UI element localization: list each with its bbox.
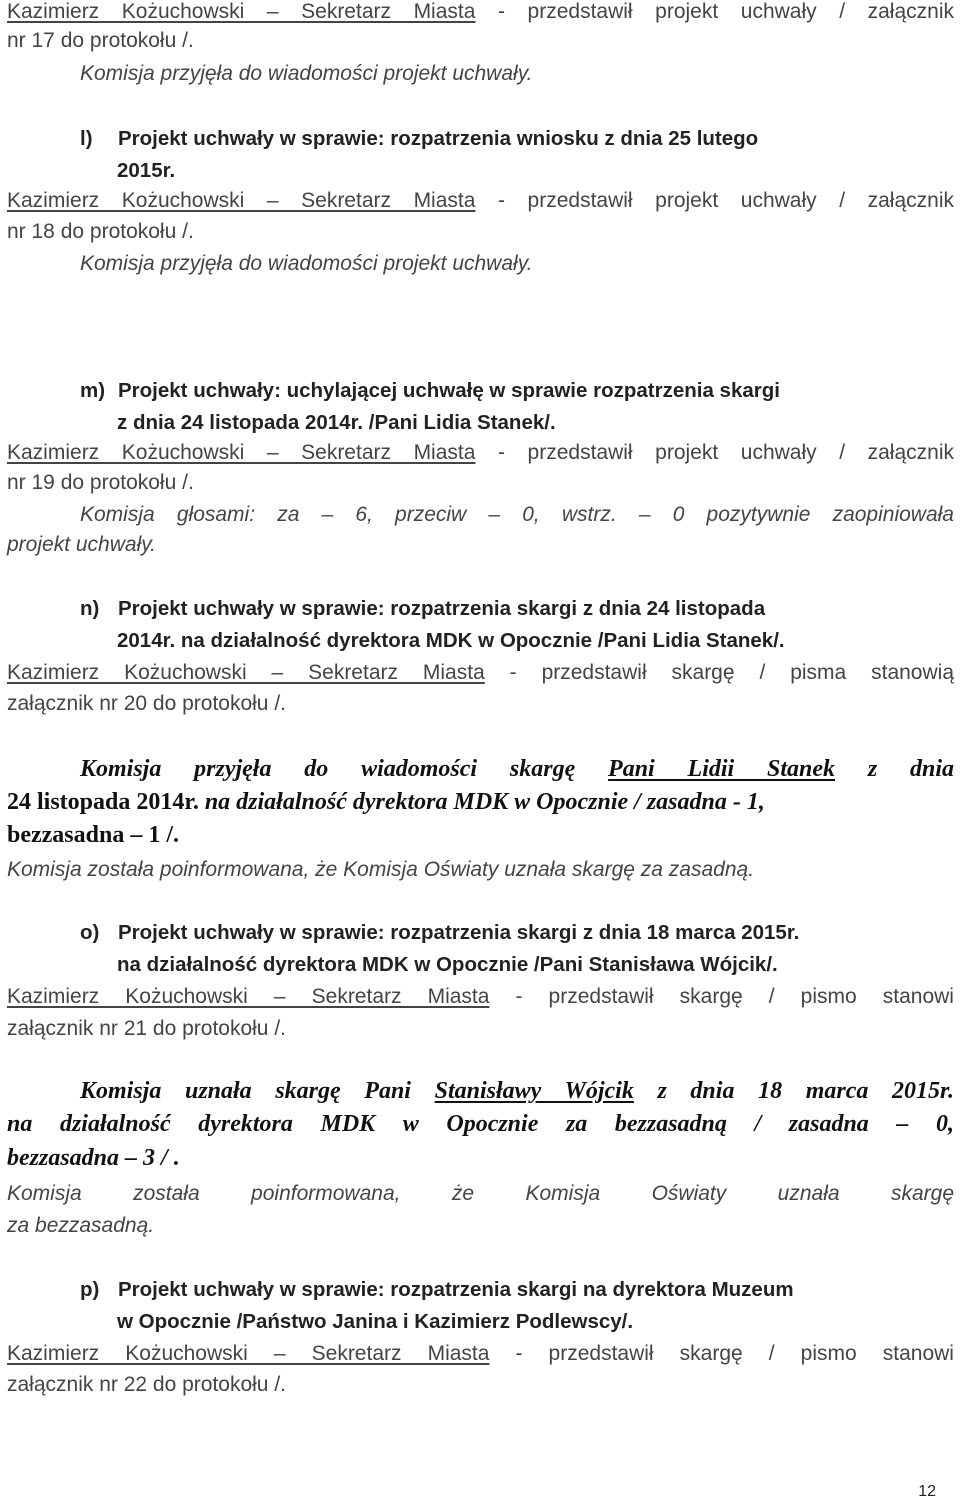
item-heading-cont: na działalność dyrektora MDK w Opocznie /Pani Stanisława Wójcik/. — [117, 953, 778, 976]
commission-decision — [80, 755, 954, 783]
line-text: - przedstawił skargę / pisma stanowią — [484, 661, 954, 684]
commission-statement: Komisja przyjęła do wiadomości projekt uchwały. — [80, 62, 533, 85]
item-label: p) — [80, 1278, 100, 1301]
speaker-name: Kazimierz Kożuchowski – Sekretarz Miasta — [7, 985, 490, 1008]
commission-info: Komisja została poinformowana, że Komisja Oświaty uznała skargę za zasadną. — [7, 858, 755, 881]
item-label: l) — [80, 127, 93, 150]
line-text: - przedstawił skargę / pismo stanowi — [489, 1342, 954, 1365]
item-heading: Projekt uchwały w sprawie: rozpatrzenia wniosku z dnia 25 lutego — [118, 127, 759, 150]
line-text: - przedstawił projekt uchwały / załącznik — [475, 0, 954, 23]
item-heading: Projekt uchwały w sprawie: rozpatrzenia skargi z dnia 18 marca 2015r. — [118, 921, 800, 944]
item-label: o) — [80, 921, 100, 944]
speaker-name: Kazimierz Kożuchowski – Sekretarz Miasta — [7, 441, 476, 464]
item-label: m) — [80, 379, 106, 402]
paragraph-line: nr 19 do protokołu /. — [7, 471, 194, 494]
agenda-item-l — [80, 125, 758, 153]
commission-info-cont: za bezzasadną. — [7, 1214, 155, 1237]
paragraph-line: nr 18 do protokołu /. — [7, 220, 194, 243]
speaker-name: Kazimierz Kożuchowski – Sekretarz Miasta — [7, 661, 485, 684]
paragraph-line: nr 17 do protokołu /. — [7, 29, 194, 52]
item-heading-cont: 2014r. na działalność dyrektora MDK w Opocznie /Pani Lidia Stanek/. — [117, 629, 785, 652]
decision-text: Komisja przyjęła do wiadomości skargę — [80, 756, 609, 782]
commission-statement: Komisja przyjęła do wiadomości projekt uchwały. — [80, 252, 533, 275]
item-heading-cont: z dnia 24 listopada 2014r. /Pani Lidia Stanek/. — [117, 411, 556, 434]
item-label: n) — [80, 597, 100, 620]
commission-vote-cont: projekt uchwały. — [7, 533, 157, 556]
item-heading: Projekt uchwały w sprawie: rozpatrzenia skargi na dyrektora Muzeum — [118, 1278, 794, 1301]
commission-decision-cont — [7, 788, 765, 816]
paragraph-line — [7, 0, 954, 26]
decision-text: 24 listopada 2014r. — [7, 789, 199, 815]
agenda-item-m — [80, 377, 780, 405]
paragraph-line — [7, 438, 954, 467]
commission-vote: Komisja głosami: za – 6, przeciw – 0, wstrz. – 0 pozytywnie zaopiniowała — [80, 503, 954, 526]
decision-text: z dnia 18 marca 2015r. — [633, 1078, 955, 1104]
agenda-item-o — [80, 919, 799, 947]
paragraph-line: załącznik nr 22 do protokołu /. — [7, 1373, 286, 1396]
paragraph-line: załącznik nr 21 do protokołu /. — [7, 1017, 286, 1040]
commission-decision — [80, 1077, 954, 1105]
line-text: - przedstawił projekt uchwały / załącznik — [475, 189, 954, 212]
agenda-item-p — [80, 1276, 794, 1304]
commission-decision-cont: na działalność dyrektora MDK w Opocznie za bezzasadną / zasadna – 0, — [7, 1111, 954, 1137]
paragraph-line — [7, 982, 954, 1011]
agenda-item-n — [80, 595, 765, 623]
commission-info: Komisja została poinformowana, że Komisja Oświaty uznała skargę — [7, 1182, 954, 1205]
paragraph-line: załącznik nr 20 do protokołu /. — [7, 692, 286, 715]
decision-text: na działalność dyrektora MDK w Opocznie / zasadna - 1, — [198, 789, 765, 815]
decision-text: z dnia — [835, 756, 955, 782]
speaker-name: Kazimierz Kożuchowski – Sekretarz Miasta — [7, 0, 476, 23]
paragraph-line — [7, 1339, 954, 1368]
complainant-name: Stanisławy Wójcik — [434, 1078, 634, 1104]
complainant-name: Pani Lidii Stanek — [608, 756, 836, 782]
item-heading: Projekt uchwały w sprawie: rozpatrzenia skargi z dnia 24 listopada — [118, 597, 766, 620]
item-heading-cont: w Opocznie /Państwo Janina i Kazimierz Podlewscy/. — [117, 1310, 634, 1333]
speaker-name: Kazimierz Kożuchowski – Sekretarz Miasta — [7, 1342, 490, 1365]
page-number: 12 — [918, 1483, 936, 1500]
commission-decision-cont: bezzasadna – 1 /. — [7, 822, 180, 848]
item-heading: Projekt uchwały: uchylającej uchwałę w sprawie rozpatrzenia skargi — [118, 379, 780, 402]
line-text: - przedstawił projekt uchwały / załącznik — [475, 441, 954, 464]
commission-decision-cont: bezzasadna – 3 / . — [7, 1145, 180, 1171]
line-text: - przedstawił skargę / pismo stanowi — [489, 985, 954, 1008]
paragraph-line — [7, 658, 954, 687]
item-heading-cont: 2015r. — [117, 159, 176, 182]
decision-text: Komisja uznała skargę Pani — [80, 1078, 435, 1104]
speaker-name: Kazimierz Kożuchowski – Sekretarz Miasta — [7, 189, 476, 212]
paragraph-line — [7, 186, 954, 215]
